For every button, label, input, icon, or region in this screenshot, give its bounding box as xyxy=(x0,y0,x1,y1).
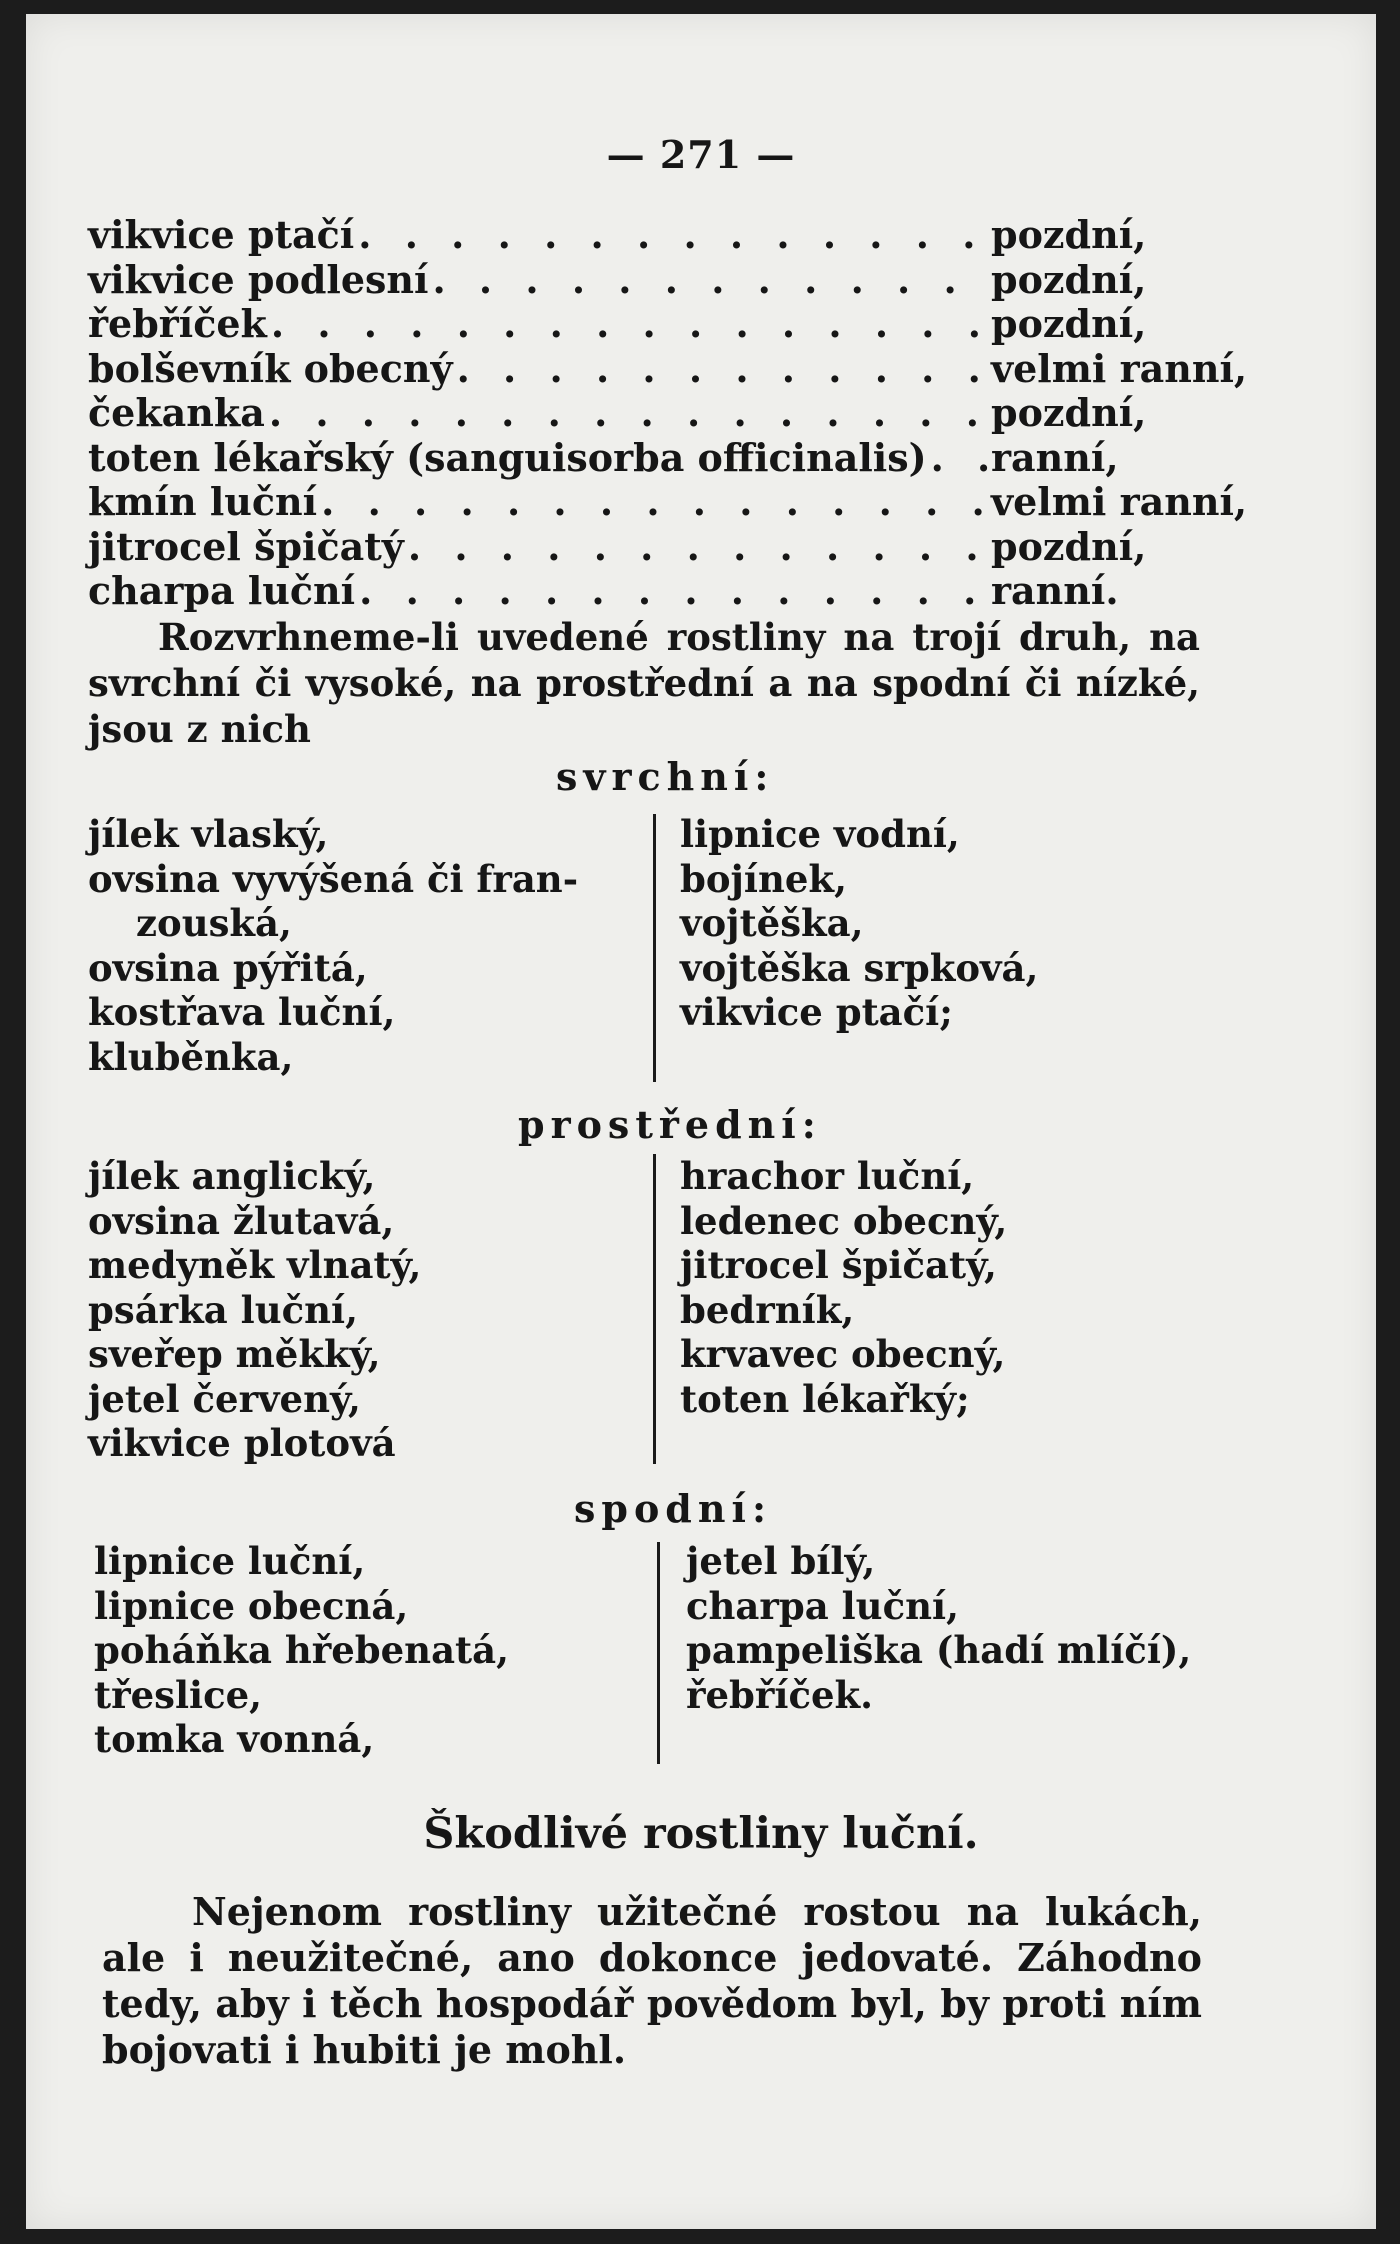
plant-list-item: ovsina pýřitá, xyxy=(88,945,368,990)
plant-name: bolševník obecný xyxy=(88,345,453,391)
section-paragraph-text: Nejenom rostliny užitečné rostou na lukách, ale i neužitečné, ano dokonce jedovaté. Záhodno tedy, aby i těch hospodář povědom byl, by proti ním bojovati i hubiti je mohl. xyxy=(102,1889,1202,2072)
plant-list-item: kostřava luční, xyxy=(88,990,396,1034)
plant-list-item: vikvice ptačí; xyxy=(680,990,953,1034)
leader-dots xyxy=(927,435,991,480)
plant-list-item: jetel bílý, xyxy=(686,1539,876,1583)
plant-list-item: lipnice obecná, xyxy=(94,1583,409,1628)
plant-list-item: ovsina žlutavá, xyxy=(88,1198,395,1243)
flowering-time: pozdní, xyxy=(991,523,1147,569)
plant-list-item: kluběnka, xyxy=(88,1034,294,1079)
plant-name: čekanka xyxy=(88,390,265,435)
plant-list-item: tomka vonná, xyxy=(94,1717,375,1761)
plant-list-item: ovsina vyvýšená či fran- xyxy=(88,856,579,901)
heading-middle: prostřední: xyxy=(518,1102,822,1147)
timing-row xyxy=(88,301,1223,346)
plant-list-item: bedrník, xyxy=(680,1287,855,1332)
heading-upper: svrchní: xyxy=(556,754,775,799)
leader-dots xyxy=(265,390,991,435)
flowering-time: velmi ranní, xyxy=(991,479,1248,524)
leader-dots xyxy=(428,257,991,302)
timing-row xyxy=(88,435,1223,480)
plant-list-item: jetel červený, xyxy=(88,1376,361,1421)
heading-lower: spodní: xyxy=(574,1486,772,1531)
middle-right-list xyxy=(680,1154,1007,1421)
intro-paragraph: Rozvrhneme-li uvedené rostliny na trojí druh, na svrchní či vysoké, na prostřední a na spodní či nízké, jsou z nich xyxy=(88,615,1200,751)
plant-list-item: ledenec obecný, xyxy=(680,1198,1008,1243)
plant-list-item: řebříček. xyxy=(686,1672,874,1717)
flowering-time: ranní. xyxy=(991,568,1119,613)
leader-dots xyxy=(317,479,991,524)
plant-list-item: pampeliška (hadí mlíčí), xyxy=(686,1628,1192,1672)
plant-list-item: psárka luční, xyxy=(88,1287,358,1332)
plant-list-item: medyněk vlnatý, xyxy=(88,1243,422,1287)
middle-divider xyxy=(653,1154,656,1464)
flowering-time: velmi ranní, xyxy=(991,345,1248,391)
plant-list-item: hrachor luční, xyxy=(680,1154,975,1198)
plant-name: vikvice ptačí xyxy=(88,212,355,257)
plant-list-item: vikvice plotová xyxy=(88,1421,396,1465)
plant-list-item: jitrocel špičatý, xyxy=(680,1243,997,1287)
timing-row xyxy=(88,479,1248,524)
lower-left-list xyxy=(94,1539,509,1762)
plant-name: jitrocel špičatý xyxy=(88,523,404,569)
leader-dots xyxy=(404,524,991,569)
plant-name: řebříček xyxy=(88,301,267,346)
plant-list-item: vojtěška srpková, xyxy=(680,945,1039,990)
timing-row xyxy=(88,390,1223,435)
upper-left-list xyxy=(88,812,578,1079)
leader-dots xyxy=(453,346,991,391)
plant-list-item: zouská, xyxy=(136,901,292,945)
timing-row xyxy=(88,524,1223,569)
leader-dots xyxy=(355,568,991,613)
plant-name: kmín luční xyxy=(88,479,318,524)
flowering-time: pozdní, xyxy=(991,256,1147,302)
timing-row xyxy=(88,568,1223,613)
flowering-time: ranní, xyxy=(991,434,1119,480)
middle-left-list xyxy=(88,1154,421,1466)
upper-right-list xyxy=(680,812,1038,1035)
plant-list-item: sveřep měkký, xyxy=(88,1332,381,1376)
lower-divider xyxy=(657,1542,660,1764)
timing-row xyxy=(88,257,1223,302)
plant-list-item: poháňka hřebenatá, xyxy=(94,1628,509,1672)
upper-divider xyxy=(653,814,656,1082)
flowering-time: pozdní, xyxy=(991,301,1147,346)
leader-dots xyxy=(267,301,991,346)
plant-list-item: bojínek, xyxy=(680,856,847,901)
plant-name: charpa luční xyxy=(88,568,356,613)
flowering-time: pozdní, xyxy=(991,212,1147,257)
timing-table xyxy=(88,212,1248,613)
leader-dots xyxy=(354,212,991,257)
plant-list-item: toten lékařký; xyxy=(680,1376,970,1421)
plant-list-item: lipnice vodní, xyxy=(680,812,960,856)
plant-list-item: třeslice, xyxy=(94,1672,263,1717)
flowering-time: pozdní, xyxy=(991,390,1147,435)
plant-list-item: charpa luční, xyxy=(686,1583,959,1628)
section-paragraph xyxy=(102,1889,1202,2073)
plant-list-item: lipnice luční, xyxy=(94,1539,366,1583)
timing-row xyxy=(88,345,1248,391)
plant-list-item: vojtěška, xyxy=(680,901,864,945)
lower-right-list xyxy=(686,1539,1191,1717)
plant-list-item: jílek vlaský, xyxy=(88,812,329,856)
plant-list-item: jílek anglický, xyxy=(88,1154,376,1198)
page-number: — 271 — xyxy=(606,132,796,177)
plant-name: toten lékařský (sanguisorba officinalis) xyxy=(88,434,927,480)
book-page xyxy=(26,14,1376,2229)
timing-row xyxy=(88,212,1223,257)
section-title: Škodlivé rostliny luční. xyxy=(423,1809,979,1859)
plant-name: vikvice podlesní xyxy=(88,256,429,302)
plant-list-item: krvavec obecný, xyxy=(680,1332,1006,1376)
